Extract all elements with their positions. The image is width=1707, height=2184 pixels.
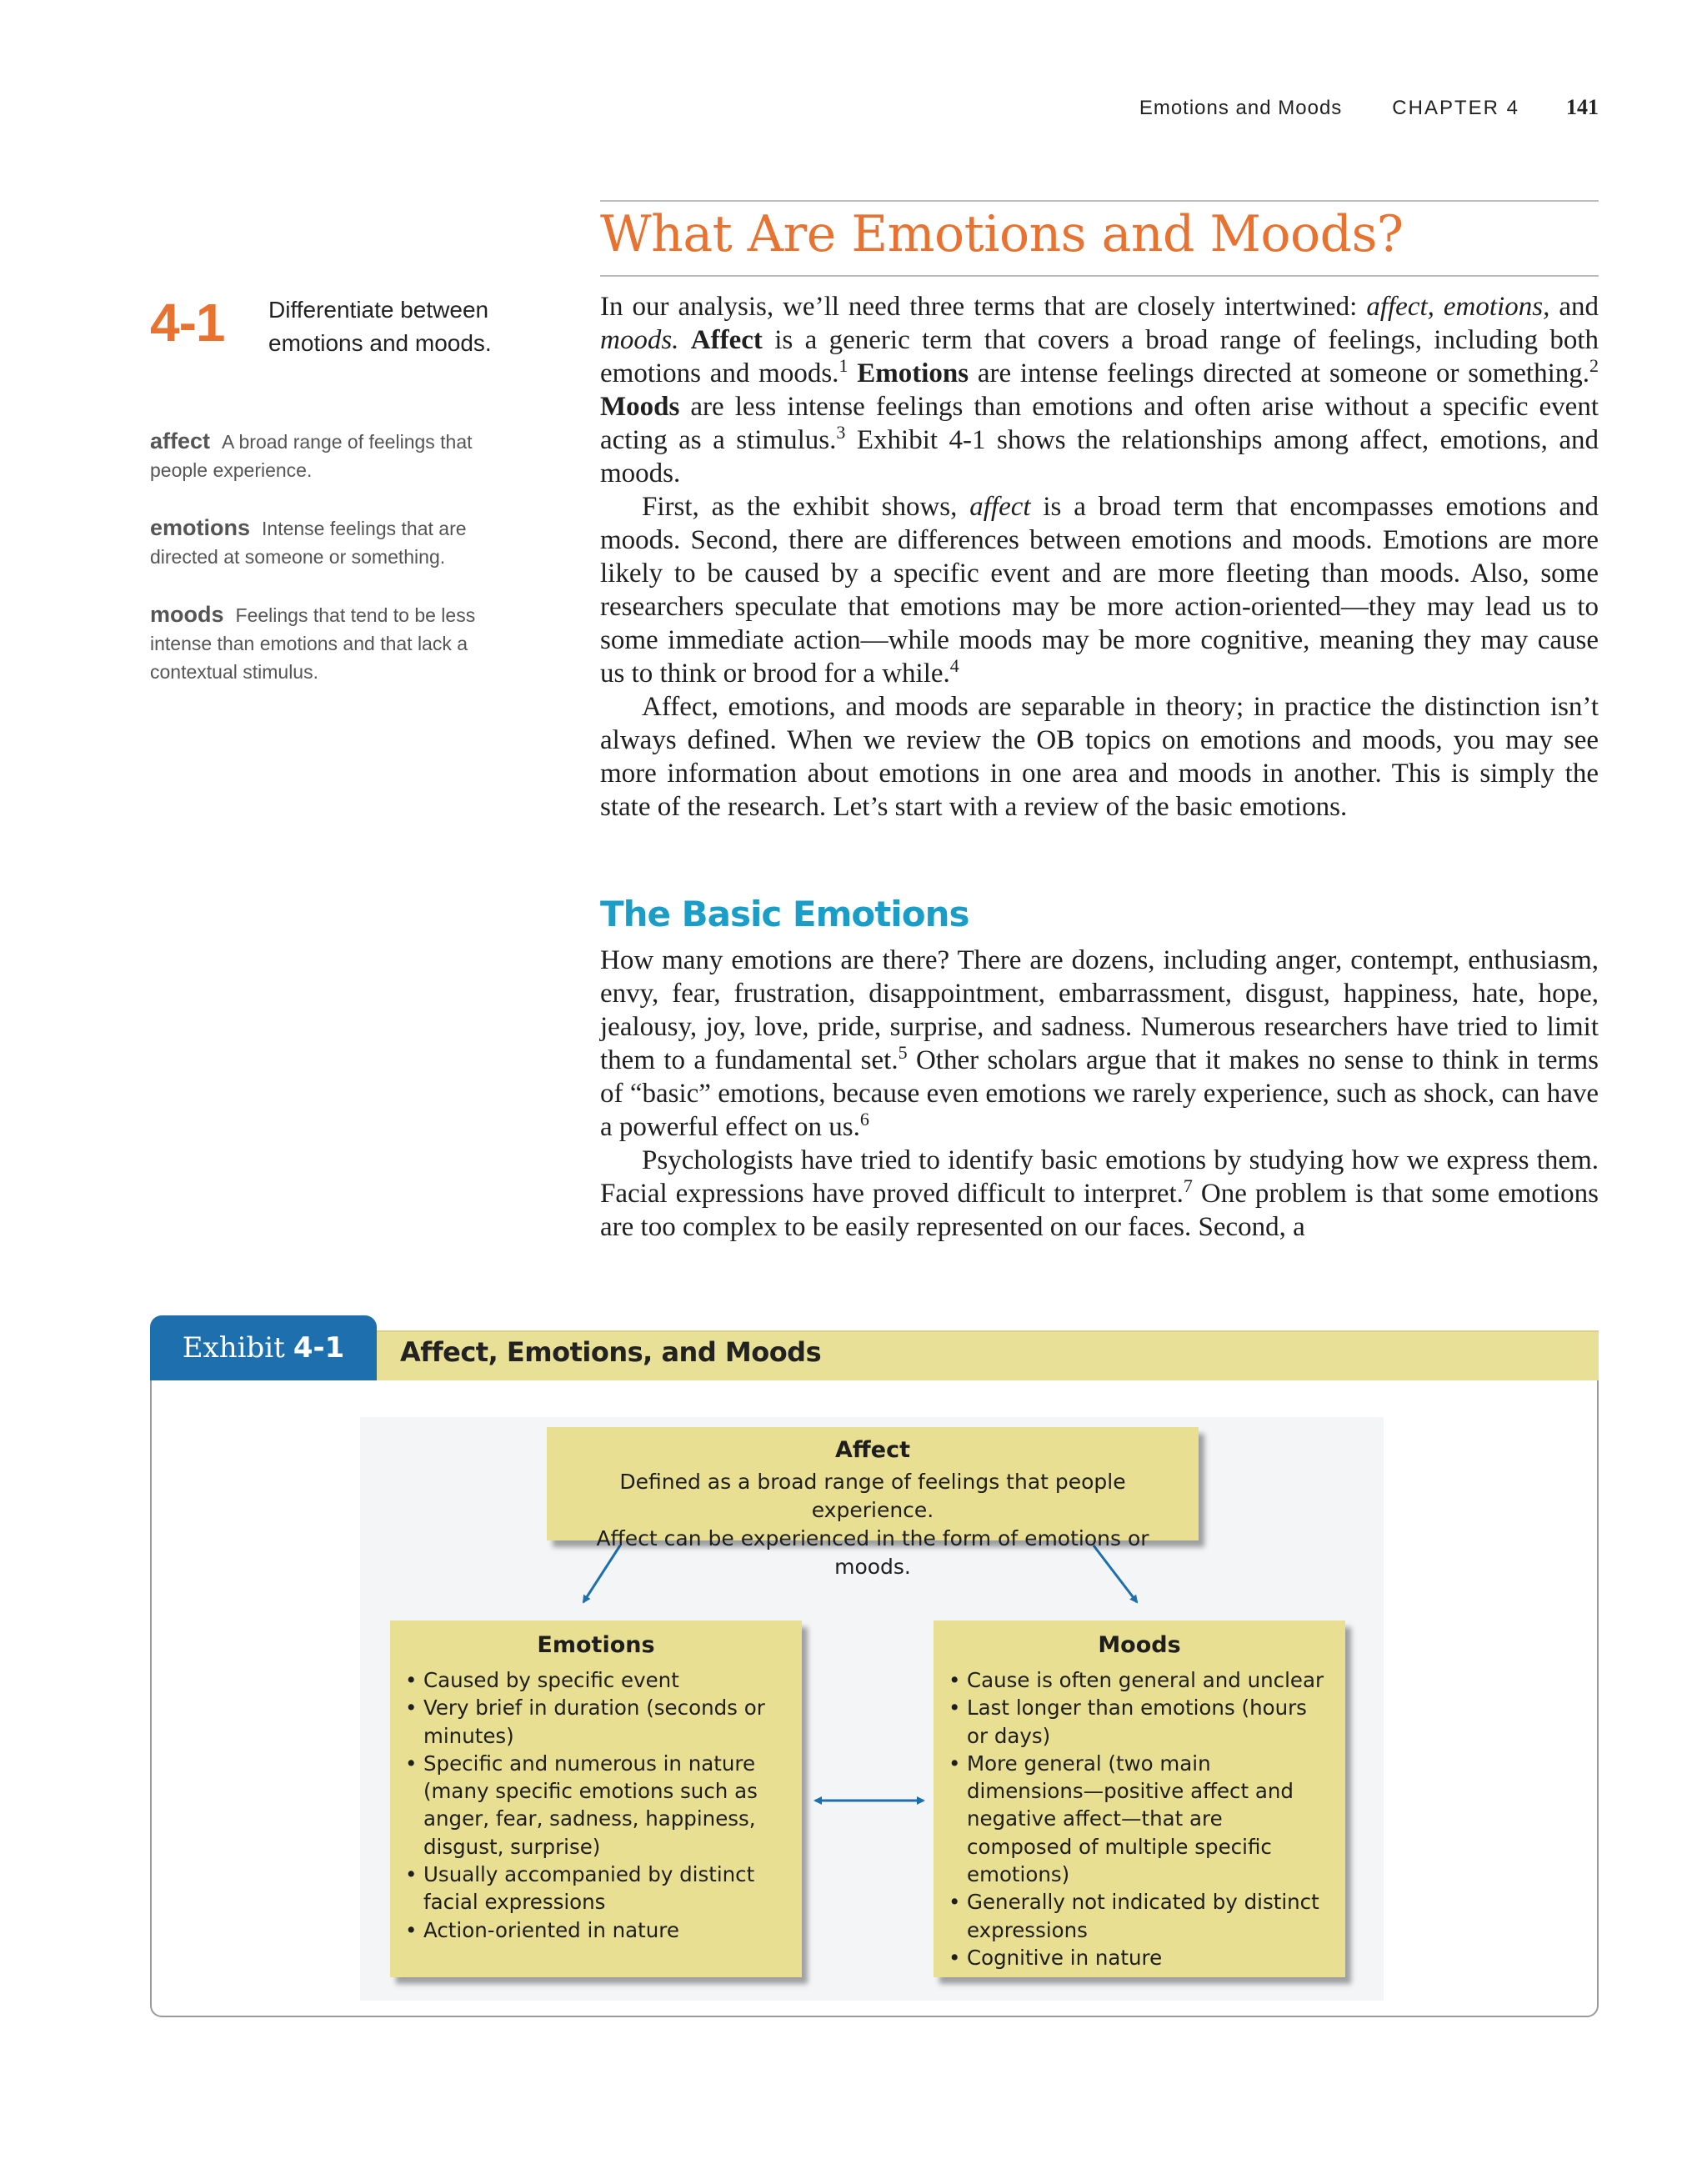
section-heading: The Basic Emotions	[600, 894, 969, 934]
affect-heading: Affect	[835, 1437, 910, 1463]
text-run	[678, 325, 690, 355]
footnote-ref: 2	[1589, 355, 1599, 376]
footnote-ref: 5	[898, 1042, 908, 1063]
running-header-section: Emotions and Moods	[1139, 97, 1343, 119]
text-run-italic: affect	[969, 492, 1031, 522]
body-section-1	[600, 290, 1599, 824]
footnote-ref: 7	[1183, 1175, 1193, 1196]
title-rule-bottom	[600, 275, 1599, 277]
glossary-definition: Intense feelings that are directed at someone or something.	[150, 518, 467, 568]
text-run: are less intense feelings than emotions and often arise without a specific event acting as a stimulus.	[600, 392, 1599, 455]
moods-heading: Moods	[1098, 1632, 1181, 1658]
exhibit-number: 4-1	[293, 1331, 345, 1365]
list-item: • More general (two main dimensions—positive affect and negative affect—that are composed of multiple specific emotions)	[947, 1750, 1332, 1888]
list-item: • Cognitive in nature	[947, 1944, 1332, 1971]
body-paragraph	[600, 1144, 1599, 1244]
footnote-ref: 1	[838, 355, 848, 376]
footnote-ref: 3	[836, 422, 846, 443]
glossary-entry-affect	[150, 427, 508, 484]
body-paragraph: Affect, emotions, and moods are separable in theory; in practice the distinction isn’t always defined. When we review the OB topics on emotions and moods, you may see more information about emotions in one area and moods in another. This is simply the state of the research. Let’s start with a review of the basic emotions.	[600, 692, 1599, 822]
objective-text: Differentiate between emotions and moods.	[268, 297, 492, 356]
list-item: • Generally not indicated by distinct expressions	[947, 1888, 1332, 1944]
affect-definition	[572, 1468, 1174, 1581]
exhibit-tab	[150, 1315, 377, 1380]
text-run: First, as the exhibit shows,	[642, 492, 970, 522]
glossary-term: affect	[150, 428, 211, 453]
key-term: Emotions	[857, 358, 969, 388]
glossary-entry-emotions	[150, 513, 508, 571]
page-title: What Are Emotions and Moods?	[600, 205, 1404, 263]
emotions-heading: Emotions	[537, 1632, 655, 1658]
footnote-ref: 6	[859, 1109, 869, 1130]
text-run: One problem is that some emotions are too complex to be easily represented on our faces. Second, a	[600, 1179, 1599, 1242]
glossary-term: emotions	[150, 515, 251, 540]
body-paragraph	[600, 944, 1599, 1144]
text-run: is a generic term that covers a broad range of feelings, including both emotions and moods.	[600, 325, 1599, 388]
text-run: is a broad term that encompasses emotions and moods. Second, there are differences between emotions and moods. Emotions are more likely to be caused by a specific event and are more fleeting than moods. Also, some researchers speculate that emotions may be more action-oriented—they may lead us to some immediate action—while moods may be more cognitive, meaning they may cause us to think or brood for a while.	[600, 492, 1599, 689]
list-item: • Usually accompanied by distinct facial expressions	[403, 1861, 788, 1916]
text-run-italic: affect, emotions,	[1366, 292, 1550, 322]
text-run: and	[1549, 292, 1599, 322]
list-item: • Action-oriented in nature	[403, 1916, 788, 1944]
running-header	[1139, 95, 1599, 120]
text-run: In our analysis, we’ll need three terms that are closely intertwined:	[600, 292, 1367, 322]
exhibit-title: Affect, Emotions, and Moods	[400, 1336, 822, 1368]
affect-line: Affect can be experienced in the form of emotions or moods.	[596, 1526, 1149, 1579]
affect-line: Defined as a broad range of feelings that people experience.	[619, 1470, 1126, 1522]
emotions-list	[403, 1666, 788, 1944]
key-term: Affect	[690, 325, 763, 355]
list-item: • Very brief in duration (seconds or minutes)	[403, 1694, 788, 1750]
glossary-definition: A broad range of feelings that people experience.	[150, 431, 473, 481]
moods-list	[947, 1666, 1332, 1971]
title-rule-top	[600, 200, 1599, 202]
footnote-ref: 4	[949, 655, 959, 676]
body-paragraph	[600, 290, 1599, 490]
text-run: Exhibit 4-1 shows the relationships among affect, emotions, and moods.	[600, 425, 1599, 488]
running-header-chapter: CHAPTER 4	[1392, 97, 1519, 119]
list-item: • Specific and numerous in nature (many specific emotions such as anger, fear, sadness, happiness, disgust, surprise)	[403, 1750, 788, 1861]
exhibit-label: Exhibit	[182, 1331, 285, 1365]
moods-box	[934, 1620, 1345, 1977]
list-item: • Last longer than emotions (hours or days)	[947, 1694, 1332, 1750]
text-run: Other scholars argue that it makes no sense to think in terms of “basic” emotions, because even emotions we rarely experience, such as shock, can have a powerful effect on us.	[600, 1045, 1599, 1142]
key-term: Moods	[600, 392, 680, 422]
text-run: are intense feelings directed at someone or something.	[969, 358, 1590, 388]
text-run	[848, 358, 857, 388]
text-run-italic: moods.	[600, 325, 679, 355]
text-run: Psychologists have tried to identify basic emotions by studying how we express them. Facial expressions have proved difficult to interpret.	[600, 1145, 1599, 1209]
list-item: • Caused by specific event	[403, 1666, 788, 1694]
emotions-box	[390, 1620, 802, 1977]
body-section-2	[600, 944, 1599, 1244]
glossary-definition: Feelings that tend to be less intense than emotions and that lack a contextual stimulus.	[150, 604, 476, 683]
body-paragraph	[600, 490, 1599, 690]
glossary-term: moods	[150, 602, 224, 627]
list-item: • Cause is often general and unclear	[947, 1666, 1332, 1694]
page-number: 141	[1566, 95, 1599, 119]
objective-number: 4-1	[150, 293, 225, 353]
glossary-entry-moods	[150, 600, 508, 686]
text-run: How many emotions are there? There are dozens, including anger, contempt, enthusiasm, envy, fear, frustration, disappointment, embarrassment, disgust, happiness, hate, hope, jealousy, joy, love, pride, surprise, and sadness. Numerous researchers have tried to limit them to a fundamental set.	[600, 945, 1599, 1075]
affect-box	[547, 1427, 1199, 1579]
